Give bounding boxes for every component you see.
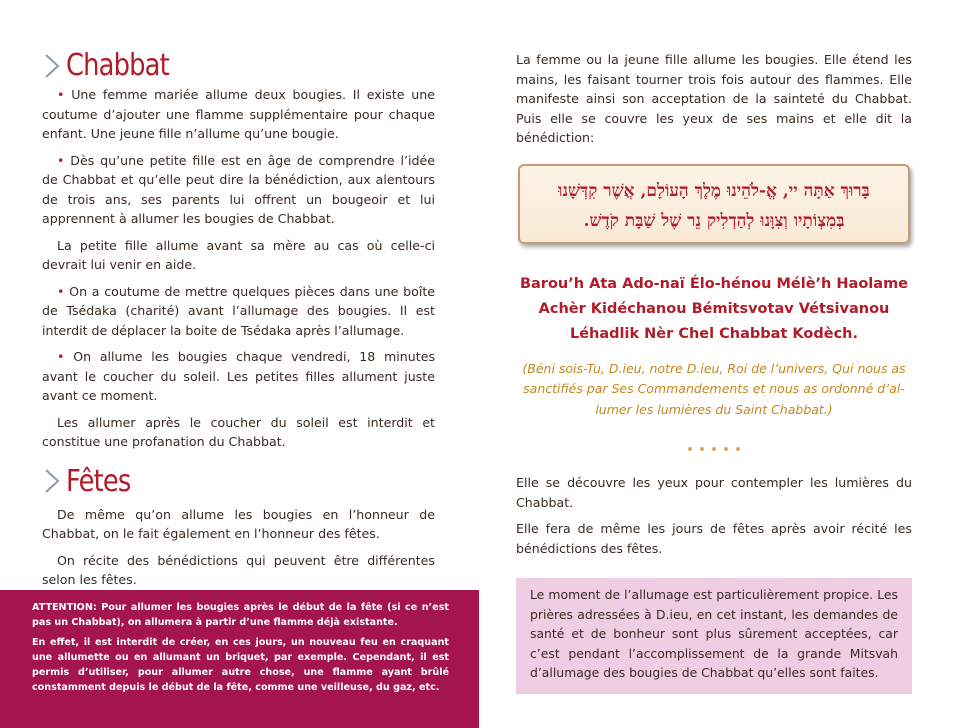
bullet-dot: • [57,87,72,102]
chabbat-text-4: On a coutume de mettre quelques pièces dans une boîte de Tsédaka (charité) avant l’allumage des bougies. Il est interdit de déplacer la boite de Tsédaka après l’allumage. [42,283,435,338]
attention-box [0,590,479,728]
fetes-text-1: De même qu’on allume les bougies en l’honneur de Chabbat, on le fait également en l’honneur des fêtes. [42,506,435,541]
translit-line-1: Barou’h Ata Ado-naï Élo-hénou Mélè’h Haolame [519,275,909,292]
bullet-dot: • [57,349,74,364]
chevron-right-icon [42,466,62,496]
attention-text-1: ATTENTION: Pour allumer les bougies après le début de la fête (si ce n’est pas un Chabbat), on allumera à partir d’une flamme déjà existante. [32,602,449,628]
translation [516,359,912,421]
fetes-title: Fêtes [66,463,131,499]
chabbat-heading [42,48,435,83]
chabbat-text-3: La petite fille allume avant sa mère au cas où celle-ci devrait lui venir en aide. [42,237,435,272]
after-text-2: Elle fera de même les jours de fêtes après avoir récité les bénédictions des fêtes. [516,521,912,556]
after-text-block [516,473,912,558]
chevron-right-icon [42,51,62,81]
translit-line-3: Léhadlik Nèr Chel Chabbat Kodèch. [569,325,859,342]
chabbat-title: Chabbat [66,48,169,83]
chabbat-text-1: Une femme mariée allume deux bougies. Il existe une coutume d’ajouter une flamme supplémentaire pour chaque enfant. Une jeune fille n’allume qu’une bougie. [42,87,435,141]
bullet-dot: • [57,152,71,168]
chabbat-paragraph [42,282,435,341]
translation-line-1: (Béni sois-Tu, D.ieu, notre D.ieu, Roi de l’univers, Qui nous as [522,360,906,376]
chabbat-text-5: On allume les bougies chaque vendredi, 18 minutes avant le coucher du soleil. Les petites filles allument juste avant ce moment. [42,349,436,403]
chabbat-paragraph [42,151,435,229]
pink-note-text: Le moment de l’allumage est particulièrement propice. Les prières adressées à D.ieu, en cet instant, les demandes de santé et de bonheur sont plus sûrement acceptées, car c’est pendant l’accomplissement de la grande Mitsvah d’allumage des bougies de Chabbat qu’elles sont faites. [530,587,898,681]
after-text-1: Elle se découvre les yeux pour contempler les lumières du Chabbat. [516,475,912,510]
chabbat-paragraph [42,347,435,406]
chabbat-text-2: Dès qu’une petite fille est en âge de comprendre l’idée de Chabbat et qu’elle peut dire la bénédiction, aux alentours de trois ans, ses parents lui offrent un bougeoir et lui apprennent à allumer les bougies de Chabbat. [42,152,435,226]
translation-line-2: sanctifiés par Ses Commandements et nous as ordonné d’al- [523,381,905,396]
attention-text-2: En effet, il est interdit de créer, en ces jours, un nouveau feu en craquant une allumette ou en allumant un briquet, par exemple. Cependant, il est permis d’utiliser, pour allumer autre chose, une flamme ayant brûlé constamment depuis le début de la fête, comme une veilleuse, du gaz, etc. [32,637,449,693]
intro-text: La femme ou la jeune fille allume les bougies. Elle étend les mains, les faisant tourner trois fois autour des flammes. Elle manifeste ainsi son acceptation de la sainteté du Chabbat. Puis elle se couvre les yeux de ses mains et elle dit la bénédiction: [516,52,912,145]
right-column [516,50,912,565]
hebrew-line-1: בָּרוּךְ אַתָּה יי, אֱ-לֹהֵינוּ מֶלֶךְ הָעוֹלָם, אֲשֶׁר קִדְּשָׁנוּ [558,180,870,201]
fetes-text-2: On récite des bénédictions qui peuvent être différentes selon les fêtes. [42,552,435,587]
translation-line-3: lumer les lumières du Saint Chabbat.) [595,401,833,417]
bullet-dot: • [57,283,70,299]
dot-separator [516,436,912,450]
fetes-heading [42,464,435,499]
chabbat-paragraph [42,85,435,144]
hebrew-line-2: בְּמִצְוֹתָיו וְצִוָּנוּ לְהַדְלִיק נֵר שֶׁל שַׁבָּת קֹדֶשׁ. [583,210,845,231]
chabbat-text-6: Les allumer après le coucher du soleil est interdit et constitue une profanation du Chabbat. [42,414,435,449]
transliteration [516,272,912,347]
hebrew-blessing-box [518,164,910,244]
pink-note-box [516,578,912,694]
left-column [42,48,435,597]
translit-line-2: Achèr Kidéchanou Bémitsvotav Vétsivanou [538,300,890,317]
